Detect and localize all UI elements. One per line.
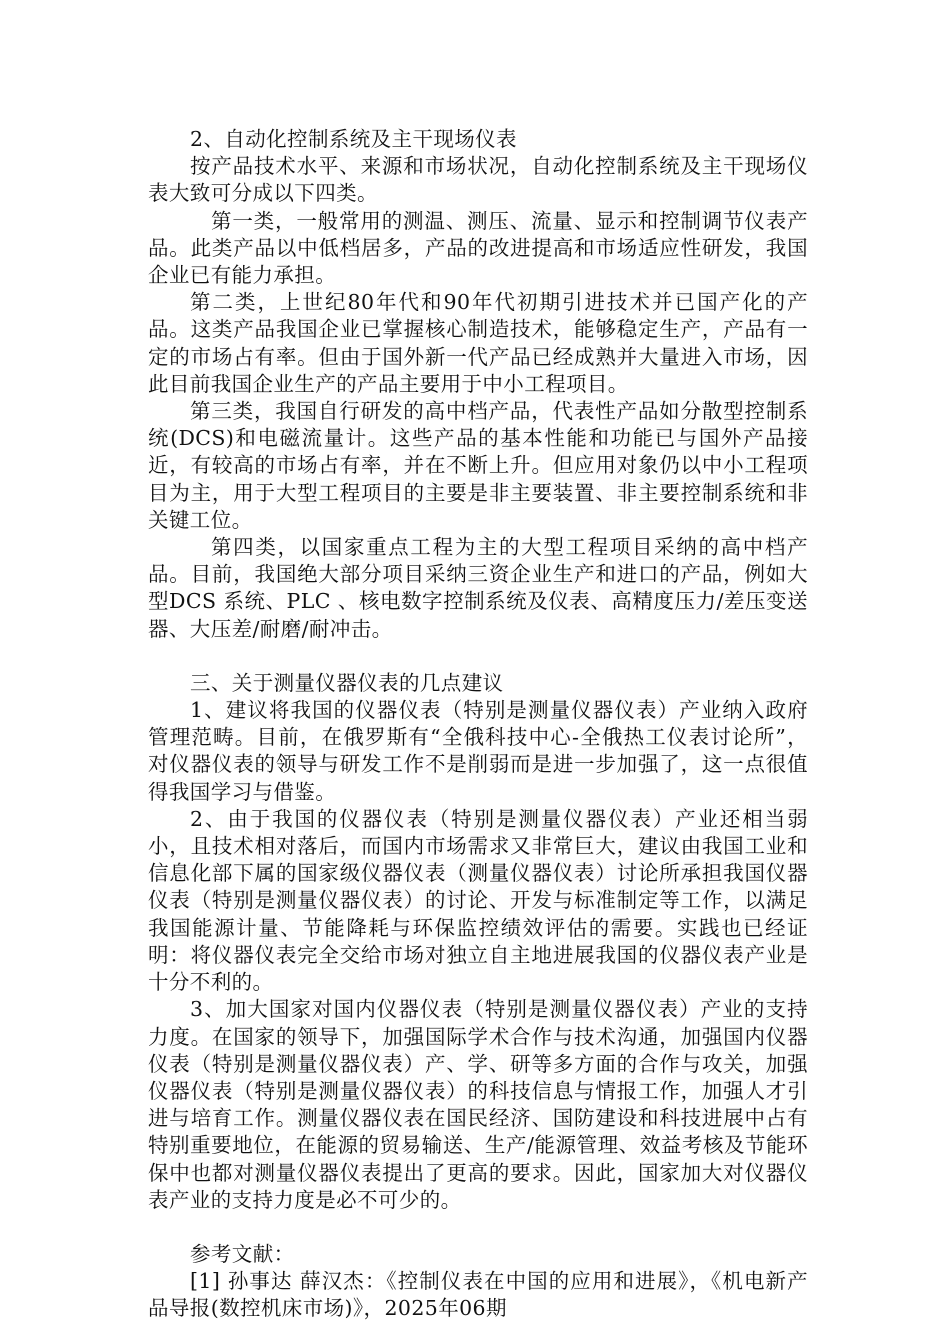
spacer [148, 1214, 808, 1241]
class-2-paragraph: 第二类，上世纪80年代和90年代初期引进技术并已国产化的产品。这类产品我国企业已掌握核心制造技术，能够稳定生产，产品有一定的市场占有率。但由于国外新一代产品已经成熟并大量进入市场，因此目前我国企业生产的产品主要用于中小工程项目。 [148, 290, 808, 396]
reference-item: [1] 孙事达 薛汉杰：《控制仪表在中国的应用和进展》，《机电新产品导报(数控机床市场)》，2025年06期 [148, 1269, 808, 1321]
spacer [148, 643, 808, 670]
references-heading: 参考文献： [190, 1241, 295, 1266]
class-4-paragraph: 第四类，以国家重点工程为主的大型工程项目采纳的高中档产品。目前，我国绝大部分项目采纳三资企业生产和进口的产品，例如大型DCS 系统、PLC 、核电数字控制系统及仪表、高精度压力/差压变送器、大压差/耐磨/耐冲击。 [148, 535, 808, 641]
document-page [148, 126, 808, 1323]
suggestion-2-paragraph: 2、由于我国的仪器仪表（特别是测量仪器仪表）产业还相当弱小，且技术相对落后，而国内市场需求又非常巨大，建议由我国工业和信息化部下属的国家级仪器仪表（测量仪器仪表）讨论所承担我国仪器仪表（特别是测量仪器仪表）的讨论、开发与标准制定等工作，以满足我国能源计量、节能降耗与环保监控绩效评估的需要。实践也已经证明：将仪器仪表完全交给市场对独立自主地进展我国的仪器仪表产业是十分不利的。 [148, 806, 808, 995]
class-1-paragraph: 第一类，一般常用的测温、测压、流量、显示和控制调节仪表产品。此类产品以中低档居多，产品的改进提高和市场适应性研发，我国企业已有能力承担。 [148, 208, 808, 288]
class-3-paragraph: 第三类，我国自行研发的高中档产品，代表性产品如分散型控制系统(DCS)和电磁流量计。这些产品的基本性能和功能已与国外产品接近，有较高的市场占有率，并在不断上升。但应用对象仍以中小工程项目为主，用于大型工程项目的主要是非主要装置、非主要控制系统和非关键工位。 [148, 399, 808, 532]
suggestion-3-paragraph: 3、加大国家对国内仪器仪表（特别是测量仪器仪表）产业的支持力度。在国家的领导下，加强国际学术合作与技术沟通，加强国内仪器仪表（特别是测量仪器仪表）产、学、研等多方面的合作与攻关，加强仪器仪表（特别是测量仪器仪表）的科技信息与情报工作，加强人才引进与培育工作。测量仪器仪表在国民经济、国防建设和科技进展中占有特别重要地位，在能源的贸易输送、生产/能源管理、效益考核及节能环保中也都对测量仪器仪表提出了更高的要求。因此，国家加大对仪器仪表产业的支持力度是必不可少的。 [148, 997, 808, 1212]
suggestion-1-paragraph: 1、建议将我国的仪器仪表（特别是测量仪器仪表）产业纳入政府管理范畴。目前，在俄罗斯有“全俄科技中心-全俄热工仪表讨论所”， 对仪器仪表的领导与研发工作不是削弱而是进一步加强了，这一点很值得我国学习与借鉴。 [148, 698, 808, 804]
section-2-heading: 2、自动化控制系统及主干现场仪表 [190, 127, 517, 151]
section-2-intro: 按产品技术水平、来源和市场状况，自动化控制系统及主干现场仪表大致可分成以下四类。 [148, 154, 808, 206]
section-3-heading: 三、关于测量仪器仪表的几点建议 [190, 670, 504, 695]
